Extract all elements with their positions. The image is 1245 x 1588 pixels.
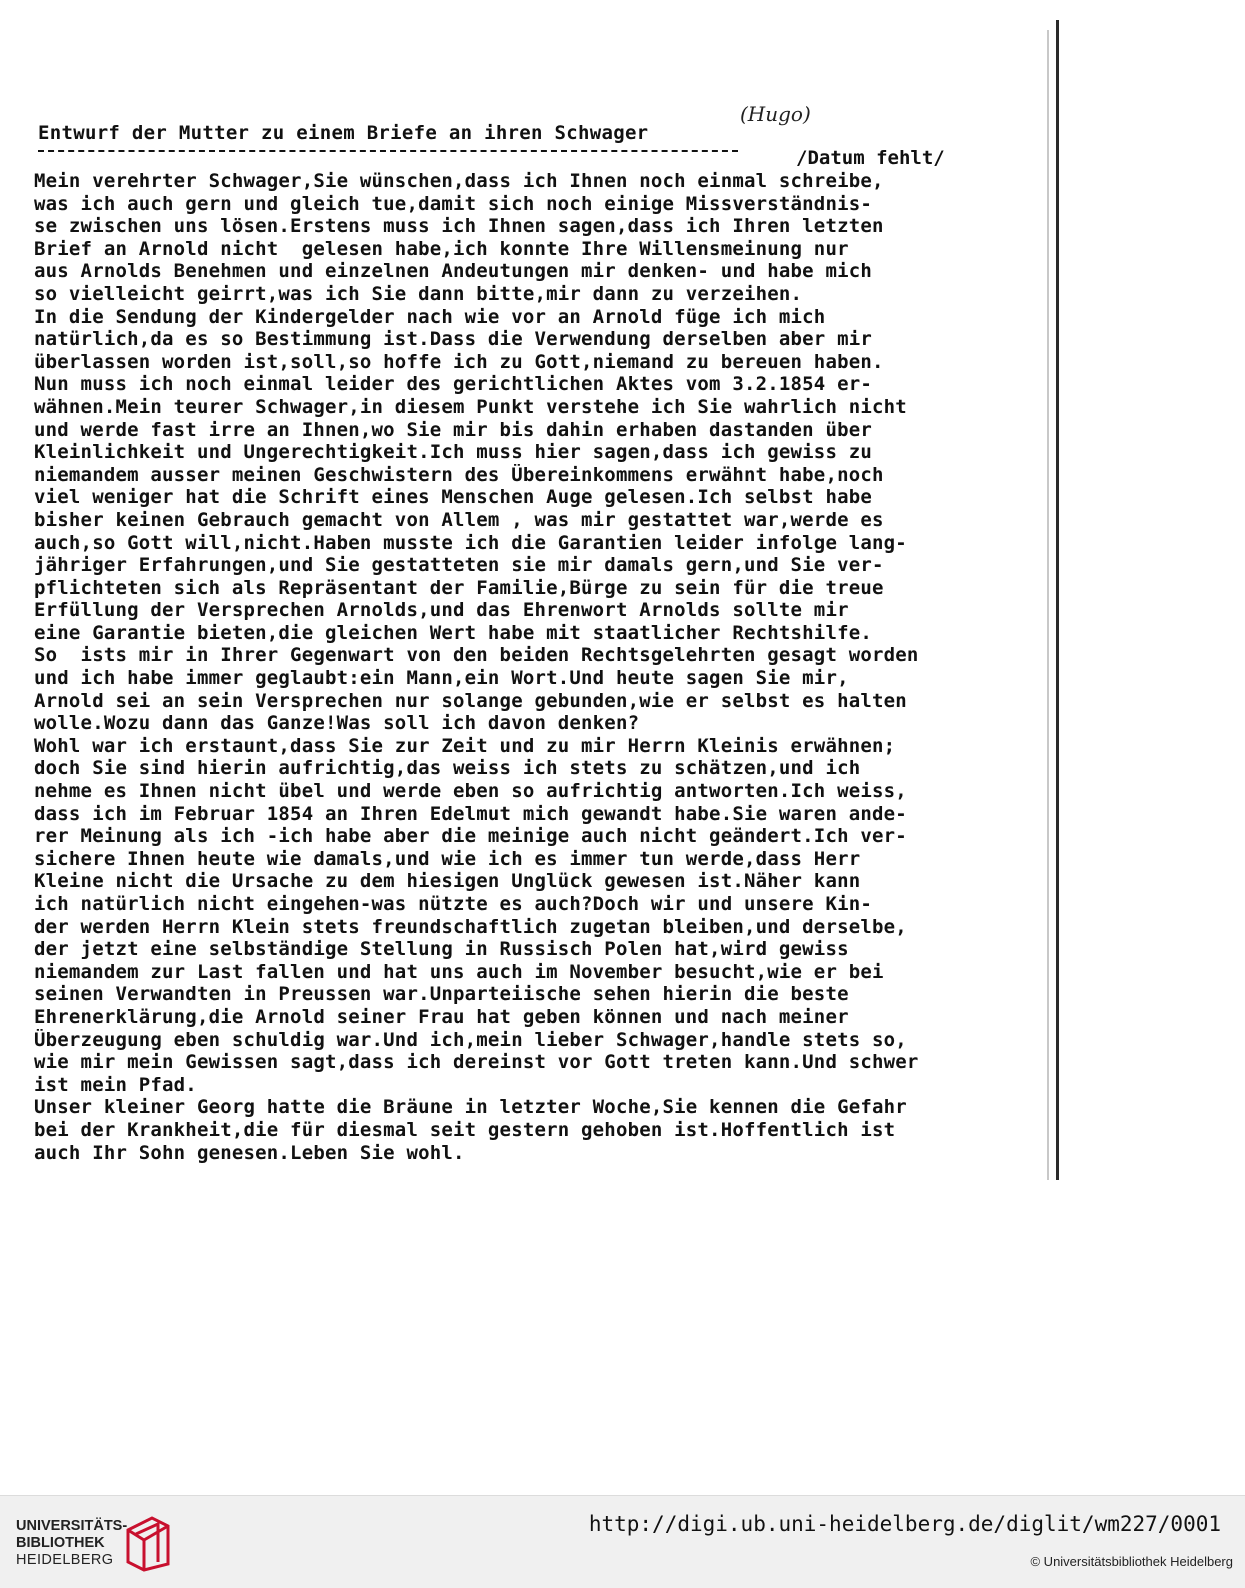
letter-line: bisher keinen Gebrauch gemacht von Allem , was mir gestattet war,werde es xyxy=(34,508,884,531)
letter-line: wähnen.Mein teurer Schwager,in diesem Punkt verstehe ich Sie wahrlich nicht xyxy=(34,395,907,418)
letter-line: überlassen worden ist,soll,so hoffe ich zu Gott,niemand zu bereuen haben. xyxy=(34,350,884,373)
date-note: /Datum fehlt/ xyxy=(796,147,945,169)
letter-line: se zwischen uns lösen.Erstens muss ich Ihnen sagen,dass ich Ihren letzten xyxy=(34,215,884,238)
letter-line: In die Sendung der Kindergelder nach wie vor an Arnold füge ich mich xyxy=(34,305,826,328)
letter-line: Wohl war ich erstaunt,dass Sie zur Zeit und zu mir Herrn Kleinis erwähnen; xyxy=(34,734,896,757)
library-logo-text[interactable] xyxy=(16,1518,127,1569)
letter-line: pflichteten sich als Repräsentant der Familie,Bürge zu sein für die treue xyxy=(34,576,884,599)
letter-line: niemandem ausser meinen Geschwistern des Übereinkommens erwähnt habe,noch xyxy=(34,463,884,486)
letter-line: Unser kleiner Georg hatte die Bräune in letzter Woche,Sie kennen die Gefahr xyxy=(34,1096,907,1119)
letter-line: Brief an Arnold nicht gelesen habe,ich konnte Ihre Willensmeinung nur xyxy=(34,237,849,260)
logo-line-3: HEIDELBERG xyxy=(16,1552,114,1568)
letter-line: ist mein Pfad. xyxy=(34,1073,197,1096)
letter-line: nehme es Ihnen nicht übel und werde eben so aufrichtig antworten.Ich weiss, xyxy=(34,780,907,803)
letter-line: Mein verehrter Schwager,Sie wünschen,dass ich Ihnen noch einmal schreibe, xyxy=(34,170,884,192)
letter-line: Kleinlichkeit und Ungerechtigkeit.Ich muss hier sagen,dass ich gewiss zu xyxy=(34,441,873,464)
letter-line: Ehrenerklärung,die Arnold seiner Frau hat geben können und nach meiner xyxy=(34,1005,849,1028)
footer-bar xyxy=(0,1495,1245,1588)
letter-line: wolle.Wozu dann das Ganze!Was soll ich davon denken? xyxy=(34,712,640,735)
letter-line: was ich auch gern und gleich tue,damit sich noch einige Missverständnis- xyxy=(34,192,873,215)
letter-line: auch,so Gott will,nicht.Haben musste ich die Garantien leider infolge lang- xyxy=(34,531,907,554)
letter-line: auch Ihr Sohn genesen.Leben Sie wohl. xyxy=(34,1141,465,1164)
document-title: Entwurf der Mutter zu einem Briefe an ihren Schwager xyxy=(38,122,649,144)
letter-line: viel weniger hat die Schrift eines Menschen Auge gelesen.Ich selbst habe xyxy=(34,486,873,509)
permalink-url[interactable]: http://digi.ub.uni-heidelberg.de/diglit/wm227/0001 xyxy=(588,1512,1221,1536)
letter-line: doch Sie sind hierin aufrichtig,das weiss ich stets zu schätzen,und ich xyxy=(34,757,861,780)
letter-line: seinen Verwandten in Preussen war.Unparteiische sehen hierin die beste xyxy=(34,983,849,1006)
letter-line: und werde fast irre an Ihnen,wo Sie mir bis dahin erhaben dastanden über xyxy=(34,418,873,441)
letter-line: der werden Herrn Klein stets freundschaftlich zugetan bleiben,und derselbe, xyxy=(34,915,907,938)
letter-body xyxy=(34,170,1054,1164)
title-underline-dashes xyxy=(38,150,738,152)
letter-line: Erfüllung der Versprechen Arnolds,und das Ehrenwort Arnolds sollte mir xyxy=(34,599,849,622)
page-edge-line xyxy=(1056,20,1059,1180)
library-logo-icon[interactable] xyxy=(122,1514,174,1572)
letter-line: eine Garantie bieten,die gleichen Wert habe mit staatlicher Rechtshilfe. xyxy=(34,621,873,644)
letter-line: und ich habe immer geglaubt:ein Mann,ein Wort.Und heute sagen Sie mir, xyxy=(34,667,849,690)
letter-line: rer Meinung als ich -ich habe aber die meinige auch nicht geändert.Ich ver- xyxy=(34,825,907,848)
letter-line: so vielleicht geirrt,was ich Sie dann bitte,mir dann zu verzeihen. xyxy=(34,282,803,305)
letter-line: natürlich,da es so Bestimmung ist.Dass die Verwendung derselben aber mir xyxy=(34,328,873,351)
letter-line: Nun muss ich noch einmal leider des gerichtlichen Aktes vom 3.2.1854 er- xyxy=(34,373,873,396)
logo-line-2: BIBLIOTHEK xyxy=(16,1535,105,1551)
letter-line: der jetzt eine selbständige Stellung in Russisch Polen hat,wird gewiss xyxy=(34,938,849,961)
letter-line: Überzeugung eben schuldig war.Und ich,mein lieber Schwager,handle stets so, xyxy=(34,1028,907,1051)
letter-line: wie mir mein Gewissen sagt,dass ich dereinst vor Gott treten kann.Und schwer xyxy=(34,1051,919,1074)
letter-line: dass ich im Februar 1854 an Ihren Edelmut mich gewandt habe.Sie waren ande- xyxy=(34,802,907,825)
letter-line: So ists mir in Ihrer Gegenwart von den beiden Rechtsgelehrten gesagt worden xyxy=(34,644,919,667)
letter-line: ich natürlich nicht eingehen-was nützte es auch?Doch wir und unsere Kin- xyxy=(34,893,873,915)
letter-line: bei der Krankheit,die für diesmal seit gestern gehoben ist.Hoffentlich ist xyxy=(34,1118,896,1141)
letter-line: Arnold sei an sein Versprechen nur solange gebunden,wie er selbst es halten xyxy=(34,689,907,712)
letter-line: jähriger Erfahrungen,und Sie gestatteten sie mir damals gern,und Sie ver- xyxy=(34,554,884,577)
letter-line: Kleine nicht die Ursache zu dem hiesigen Unglück gewesen ist.Näher kann xyxy=(34,870,861,893)
letter-line: aus Arnolds Benehmen und einzelnen Andeutungen mir denken- und habe mich xyxy=(34,260,873,283)
letter-line: niemandem zur Last fallen und hat uns auch im November besucht,wie er bei xyxy=(34,960,884,983)
handwritten-title-note: (Hugo) xyxy=(740,102,811,126)
letter-line: sichere Ihnen heute wie damals,und wie ich es immer tun werde,dass Herr xyxy=(34,847,861,870)
copyright-notice: © Universitätsbibliothek Heidelberg xyxy=(1030,1554,1233,1569)
logo-line-1: UNIVERSITÄTS- xyxy=(16,1518,128,1534)
